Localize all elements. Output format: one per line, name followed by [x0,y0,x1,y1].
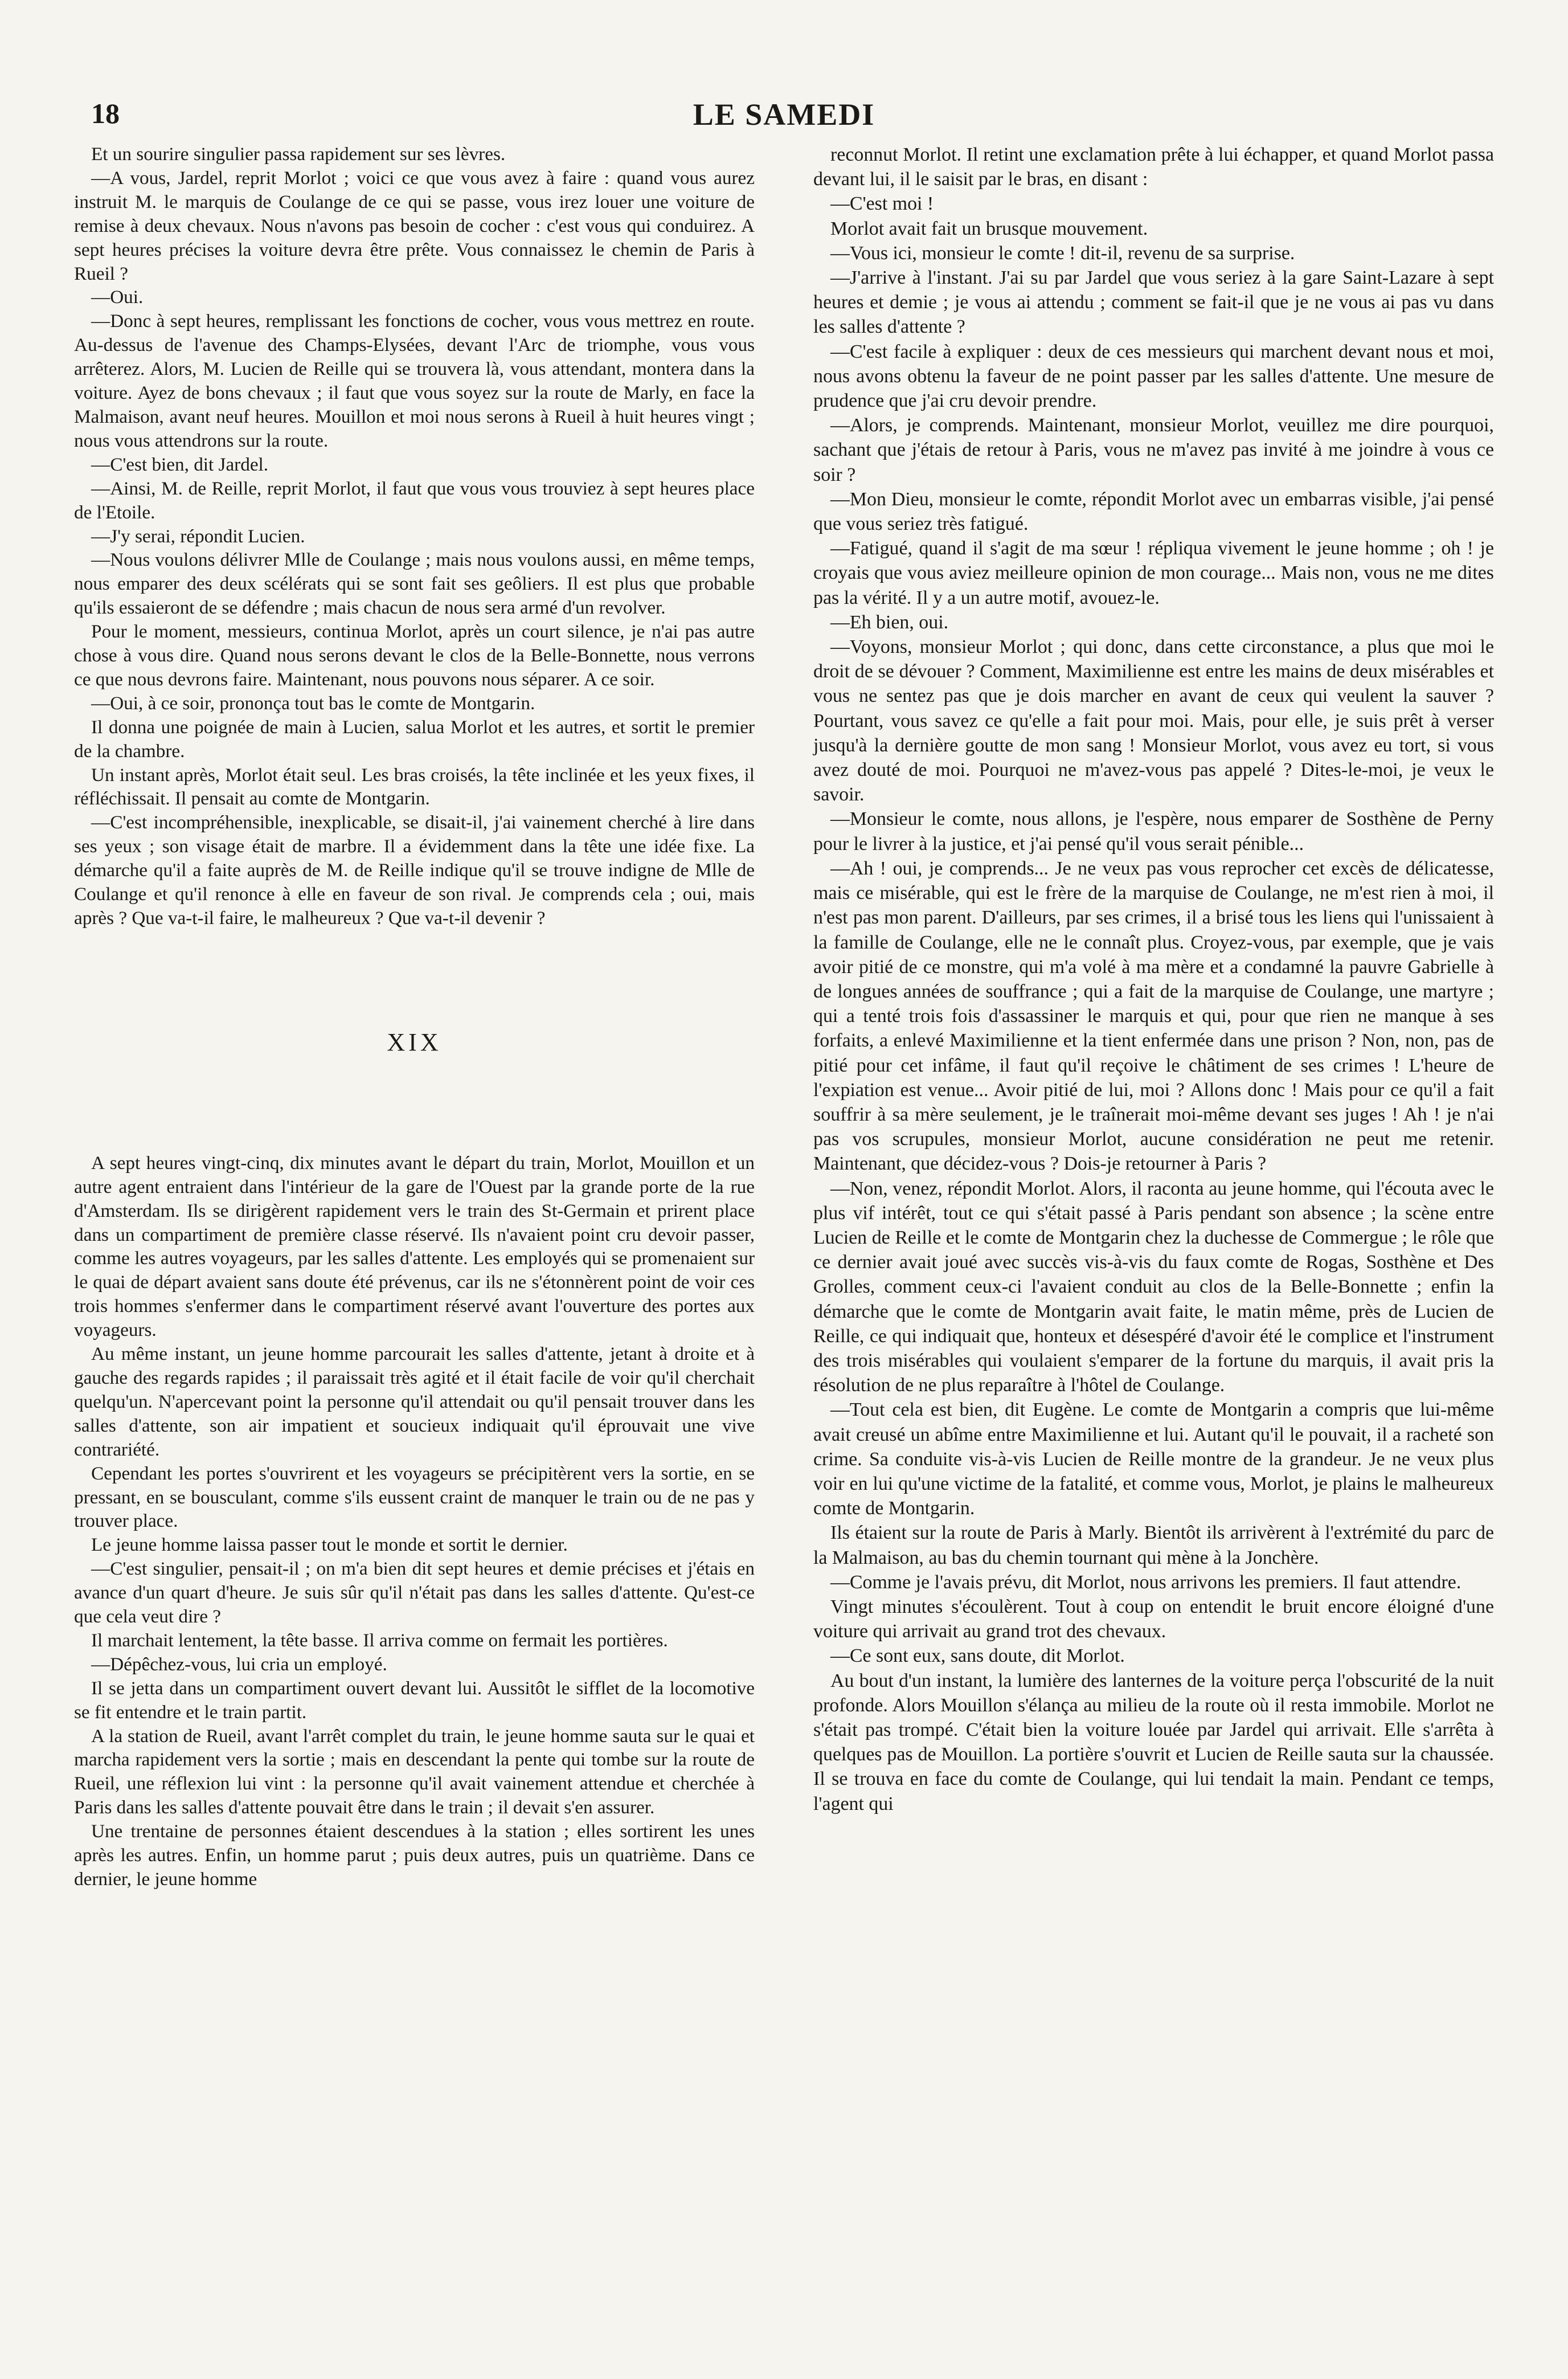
paragraph: A la station de Rueil, avant l'arrêt complet du train, le jeune homme sauta sur le quai et marcha rapidement vers la sortie ; mais en descendant la pente qui tombe sur la route de Rueil, une réflexion lui vint : la personne qu'il avait vainement attendue et cherchée à Paris dans les salles d'attente pouvait être dans le train ; il devait s'en assurer. [74,1725,755,1818]
paragraph: Cependant les portes s'ouvrirent et les voyageurs se précipitèrent vers la sortie, en se pressant, en se bousculant, comme s'ils eussent craint de manquer le train ou de ne pas y trouver place. [74,1462,755,1532]
paragraph: —Vous ici, monsieur le comte ! dit-il, revenu de sa surprise. [830,242,1295,264]
paragraph: —Ah ! oui, je comprends... Je ne veux pas vous reprocher cet excès de délicatesse, mais ce misérable, qui est le frère de la marquise de Coulange, ne m'est rien à moi, il n'est pas mon parent. D'ailleurs, par ses crimes, il a brisé tous les liens qui l'unissaient à la famille de Coulange, elle ne le connaît plus. Croyez-vous, par exemple, que je vais avoir pitié de ce monstre, qui m'a volé à ma mère et a condamné la pauvre Gabrielle à de longues années de souffrance ; qui a fait de la marquise de Coulange, une martyre ; qui a tenté trois fois d'assassiner le marquis et qui, pour que rien ne manque à ses forfaits, a enlevé Maximilienne et la tient enfermée dans une prison ? Non, non, pas de pitié pour cet infâme, il faut qu'il reçoive le châtiment de ses crimes ! L'heure de l'expiation est venue... Avoir pitié de lui, moi ? Allons donc ! Mais pour ce qu'il a fait souffrir à sa mère seulement, je le traînerait moi-même devant ses juges ! Ah ! je n'ai pas vos scrupules, monsieur Morlot, aucune considération ne peut me retenir. Maintenant, que décidez-vous ? Dois-je retourner à Paris ? [813,857,1494,1175]
paragraph: —Eh bien, oui. [830,611,949,633]
paragraph: Et un sourire singulier passa rapidement sur ses lèvres. [91,144,506,165]
paragraph: —C'est incompréhensible, inexplicable, se disait-il, j'ai vainement cherché à lire dans ses yeux ; son visage était de marbre. Il a évidemment dans la tête une idée fixe. La démarche qu'il a faite auprès de M. de Reille indique qu'il se trouve indigne de Mlle de Coulange et qu'il renonce à elle en faveur de son rival. Je comprends cela ; oui, mais après ? Que va-t-il faire, le malheureux ? Que va-t-il devenir ? [74,812,755,929]
chapter-heading: XIX [387,1028,442,1056]
right-column-text [813,142,1494,1816]
paragraph: reconnut Morlot. Il retint une exclamation prête à lui échapper, et quand Morlot passa devant lui, il le saisit par le bras, en disant : [813,144,1494,190]
paragraph: Pour le moment, messieurs, continua Morlot, après un court silence, je n'ai pas autre chose à vous dire. Quand nous serons devant le clos de la Belle-Bonnette, nous verrons ce que nous devrons faire. Maintenant, nous pouvons nous séparer. A ce soir. [74,621,755,690]
paragraph: —J'y serai, répondit Lucien. [91,525,305,547]
paragraph: Il marchait lentement, la tête basse. Il arriva comme on fermait les portières. [91,1629,668,1651]
text-columns [74,142,1494,1891]
paragraph: —A vous, Jardel, reprit Morlot ; voici ce que vous avez à faire : quand vous aurez instruit M. le marquis de Coulange de ce qui se passe, vous irez louer une voiture de remise à deux chevaux. Nous n'avons pas besoin de cocher : c'est vous qui conduirez. A sept heures précises la voiture devra être prête. Vous connaissez le chemin de Paris à Rueil ? [74,167,755,284]
paragraph: —Ainsi, M. de Reille, reprit Morlot, il faut que vous vous trouviez à sept heures place de l'Etoile. [74,477,755,523]
paragraph: —C'est bien, dit Jardel. [91,453,269,475]
right-column [813,142,1494,1891]
paragraph: Il se jetta dans un compartiment ouvert devant lui. Aussitôt le sifflet de la locomotive se fit entendre et le train partit. [74,1677,755,1723]
paragraph: —Ce sont eux, sans doute, dit Morlot. [830,1645,1125,1667]
paragraph: —Voyons, monsieur Morlot ; qui donc, dans cette circonstance, a plus que moi le droit de se dévouer ? Comment, Maximilienne est entre les mains de deux misérables et vous ne sentez pas que je dois marcher en avant de ceux qui veulent la sauver ? Pourtant, vous savez ce qu'elle a fait pour moi. Mais, pour elle, je suis prêt à verser jusqu'à la dernière goutte de mon sang ! Monsieur Morlot, vous avez eu tort, si vous avez douté de moi. Pourquoi ne m'avez-vous pas appelé ? Dites-le-moi, je veux le savoir. [813,636,1494,806]
paragraph: —Monsieur le comte, nous allons, je l'espère, nous emparer de Sosthène de Perny pour le livrer à la justice, et j'ai pensé qu'il vous serait pénible... [813,808,1494,855]
left-column-top-text [74,142,755,930]
left-column-bottom-text [74,1151,755,1891]
page-header [74,85,1494,137]
paragraph: —C'est facile à expliquer : deux de ces messieurs qui marchent devant nous et moi, nous avons obtenu la faveur de ne point passer par les salles d'attente. Une mesure de prudence que j'ai cru devoir prendre. [813,341,1494,412]
paragraph: Morlot avait fait un brusque mouvement. [830,218,1148,239]
paragraph: —Non, venez, répondit Morlot. Alors, il raconta au jeune homme, qui l'écouta avec le plus vif intérêt, tout ce qui s'était passé à Paris pendant son absence ; la scène entre Lucien de Reille et le comte de Montgarin chez la duchesse de Commergue ; le rôle que ce dernier avait joué avec succès vis-à-vis du faux comte de Rogas, Sosthène et Des Grolles, comment ceux-ci l'avaient conduit au clos de la Belle-Bonnette ; enfin la démarche que le comte de Montgarin avait faite, le matin même, près de Lucien de Reille, ce qui indiquait que, honteux et désespéré d'avoir été le complice et l'instrument des trois misérables qui voulaient s'emparer de la fortune du marquis, il avait pris la résolution de ne plus reparaître à l'hôtel de Coulange. [813,1178,1494,1396]
paragraph: Un instant après, Morlot était seul. Les bras croisés, la tête inclinée et les yeux fixes, il réfléchissait. Il pensait au comte de Montgarin. [74,764,755,810]
paragraph: —Fatigué, quand il s'agit de ma sœur ! répliqua vivement le jeune homme ; oh ! je croyais que vous aviez meilleure opinion de mon courage... Mais non, vous ne me dites pas la vérité. Il y a un autre motif, avouez-le. [813,538,1494,608]
paragraph: Au même instant, un jeune homme parcourait les salles d'attente, jetant à droite et à gauche des regards rapides ; il paraissait très agité et il était facile de voir qu'il cherchait quelqu'un. N'apercevant point la personne qu'il attendait ou qu'il pensait trouver dans les salles d'attente, son air impatient et soucieux indiquait qu'il éprouvait une vive contrariété. [74,1343,755,1460]
paragraph: —Tout cela est bien, dit Eugène. Le comte de Montgarin a compris que lui-même avait creusé un abîme entre Maximilienne et lui. Autant qu'il le pouvait, il a racheté son crime. Sa conduite vis-à-vis Lucien de Reille montre de la grandeur. Je ne veux plus voir en lui qu'une victime de la fatalité, et comme vous, Morlot, je plains le malheureux comte de Montgarin. [813,1399,1494,1519]
paragraph: —C'est singulier, pensait-il ; on m'a bien dit sept heures et demie précises et j'étais en avance d'un quart d'heure. Je suis sûr qu'il n'était pas dans les salles d'attente. Qu'est-ce que cela veut dire ? [74,1558,755,1628]
paragraph: —C'est moi ! [830,193,934,215]
paragraph: Au bout d'un instant, la lumière des lanternes de la voiture perça l'obscurité de la nuit profonde. Alors Mouillon s'élança au milieu de la route où il resta immobile. Morlot ne s'était pas trompé. C'était bien la voiture louée par Jardel qui arrivait. Elle s'arrêta à quelques pas de Mouillon. La portière s'ouvrit et Lucien de Reille sauta sur la chaussée. Il se trouva en face du comte de Coulange, qui lui tendait la main. Pendant ce temps, l'agent qui [813,1670,1494,1814]
paragraph: Il donna une poignée de main à Lucien, salua Morlot et les autres, et sortit le premier de la chambre. [74,716,755,762]
paragraph: —Comme je l'avais prévu, dit Morlot, nous arrivons les premiers. Il faut attendre. [830,1571,1461,1593]
paragraph: Une trentaine de personnes étaient descendues à la station ; elles sortirent les unes après les autres. Enfin, un homme parut ; puis deux autres, puis un quatrième. Dans ce dernier, le jeune homme [74,1821,755,1890]
running-title: LE SAMEDI [693,97,875,132]
paragraph: Ils étaient sur la route de Paris à Marly. Bientôt ils arrivèrent à l'extrémité du parc de la Malmaison, au bas du chemin tournant qui mène à la Jonchère. [813,1522,1494,1568]
paragraph: Vingt minutes s'écoulèrent. Tout à coup on entendit le bruit encore éloigné d'une voiture qui arrivait au grand trot des chevaux. [813,1596,1494,1642]
paragraph: —Oui, à ce soir, prononça tout bas le comte de Montgarin. [91,692,535,714]
left-column [74,142,755,1891]
paragraph: —Dépêchez-vous, lui cria un employé. [91,1653,387,1675]
paragraph: —Nous voulons délivrer Mlle de Coulange ; mais nous voulons aussi, en même temps, nous emparer des deux scélérats qui se sont fait ses geôliers. Il est plus que probable qu'ils essaieront de se défendre ; mais chacun de nous sera armé d'un revolver. [74,549,755,619]
paragraph: —Alors, je comprends. Maintenant, monsieur Morlot, veuillez me dire pourquoi, sachant que j'étais de retour à Paris, vous ne m'avez pas invité à me joindre à vous ce soir ? [813,415,1494,485]
paragraph: —Donc à sept heures, remplissant les fonctions de cocher, vous vous mettrez en route. Au-dessus de l'avenue des Champs-Elysées, devant l'Arc de triomphe, vous vous arrêterez. Alors, M. Lucien de Reille qui se trouvera là, vous attendant, montera dans la voiture. Ayez de bons chevaux ; il faut que vous soyez sur la route de Marly, en face la Malmaison, avant neuf heures. Mouillon et moi nous serons à Rueil à huit heures vingt ; nous vous attendrons sur la route. [74,310,755,451]
paragraph: A sept heures vingt-cinq, dix minutes avant le départ du train, Morlot, Mouillon et un autre agent entraient dans l'intérieur de la gare de l'Ouest par la grande porte de la rue d'Amsterdam. Ils se dirigèrent rapidement vers le train des St-Germain et prirent place dans un compartiment de première classe réservé. Ils n'avaient point cru devoir passer, comme les autres voyageurs, par les salles d'attente. Les employés qui se promenaient sur le quai de départ avaient sans doute été prévenus, car ils ne s'étonnèrent point de voir ces trois hommes s'enfermer dans le compartiment réservé avant l'ouverture des portes aux voyageurs. [74,1152,755,1341]
paragraph: —Mon Dieu, monsieur le comte, répondit Morlot avec un embarras visible, j'ai pensé que vous seriez très fatigué. [813,488,1494,535]
paragraph: —J'arrive à l'instant. J'ai su par Jardel que vous seriez à la gare Saint-Lazare à sept heures et demie ; je vous ai attendu ; comment se fait-il que je ne vous ai pas vu dans les salles d'attente ? [813,267,1494,338]
paragraph: —Oui. [91,287,144,308]
page-number: 18 [91,97,120,129]
paragraph: Le jeune homme laissa passer tout le monde et sortit le dernier. [91,1534,568,1556]
